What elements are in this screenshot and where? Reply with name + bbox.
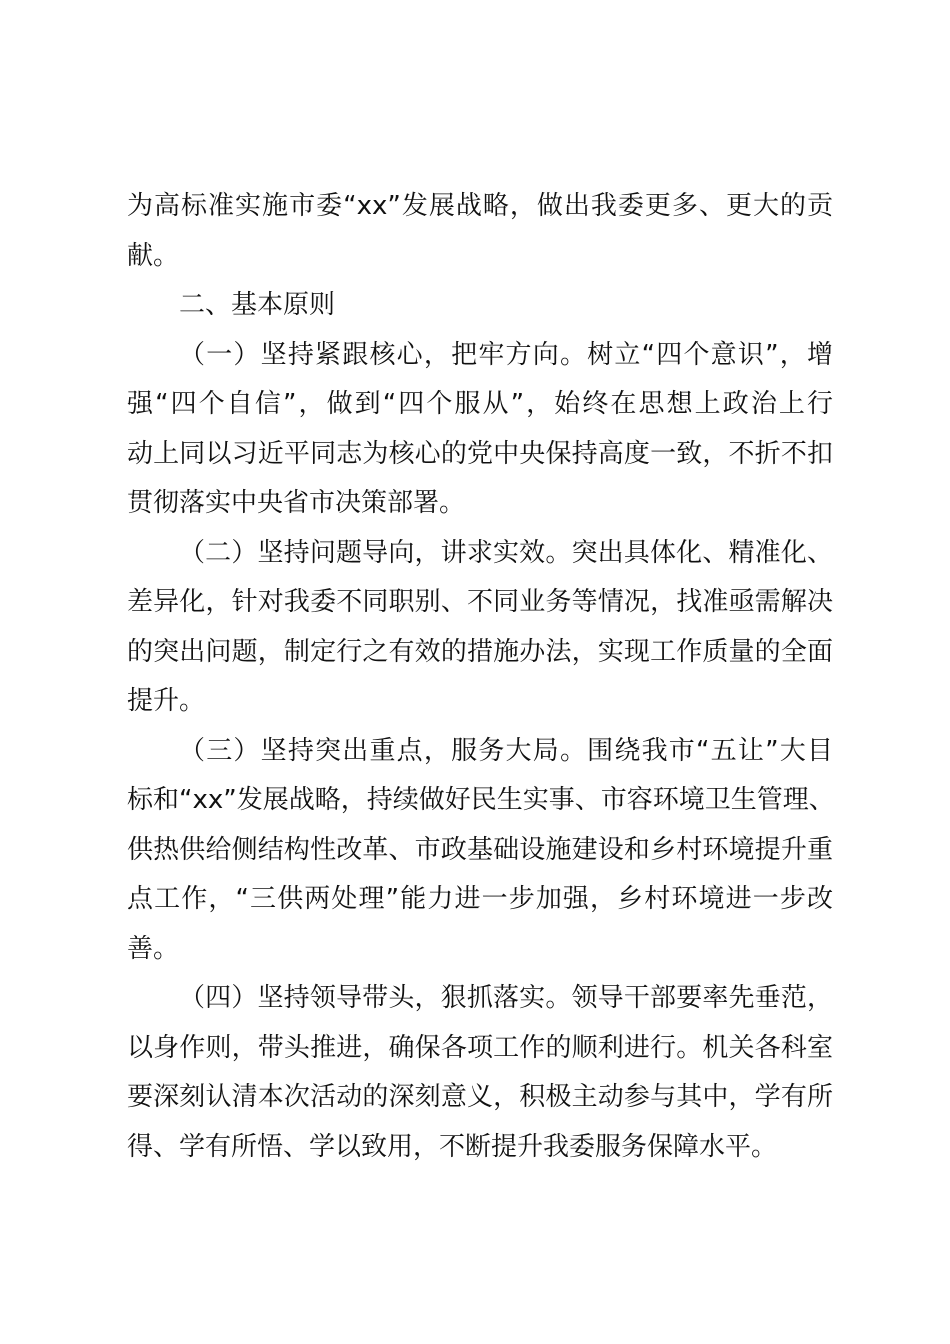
text-line: （三）坚持突出重点，服务大局。围绕我市“五让”大目	[179, 735, 833, 766]
text-line: 得、学有所悟、学以致用，不断提升我委服务保障水平。	[127, 1131, 778, 1162]
document-body	[127, 182, 833, 1172]
text-line: 为高标准实施市委“xx”发展战略，做出我委更多、更大的贡	[127, 191, 833, 221]
text-line: 的突出问题，制定行之有效的措施办法，实现工作质量的全面	[127, 636, 833, 667]
text-line: （四）坚持领导带头，狠抓落实。领导干部要率先垂范，	[179, 983, 833, 1013]
text-line: 要深刻认清本次活动的深刻意义，积极主动参与其中，学有所	[127, 1082, 833, 1112]
text-line: 点工作，“三供两处理”能力进一步加强，乡村环境进一步改	[127, 884, 833, 914]
text-line: 献。	[127, 240, 180, 271]
text-line: 动上同以习近平同志为核心的党中央保持高度一致，不折不扣	[127, 438, 833, 469]
text-line: 善。	[127, 933, 180, 964]
text-line: 标和“xx”发展战略，持续做好民生实事、市容环境卫生管理、	[127, 785, 835, 815]
section-heading: 二、基本原则	[179, 290, 336, 320]
text-line: （二）坚持问题导向，讲求实效。突出具体化、精准化、	[179, 537, 833, 568]
text-line: （一）坚持紧跟核心，把牢方向。树立“四个意识”，增	[179, 339, 833, 370]
text-line: 差异化，针对我委不同职别、不同业务等情况，找准亟需解决	[127, 587, 833, 617]
text-line: 供热供给侧结构性改革、市政基础设施建设和乡村环境提升重	[127, 834, 833, 865]
text-line: 提升。	[127, 686, 206, 716]
text-line: 贯彻落实中央省市决策部署。	[127, 488, 466, 518]
text-line: 强“四个自信”，做到“四个服从”，始终在思想上政治上行	[127, 389, 833, 419]
text-line: 以身作则，带头推进，确保各项工作的顺利进行。机关各科室	[127, 1032, 833, 1063]
